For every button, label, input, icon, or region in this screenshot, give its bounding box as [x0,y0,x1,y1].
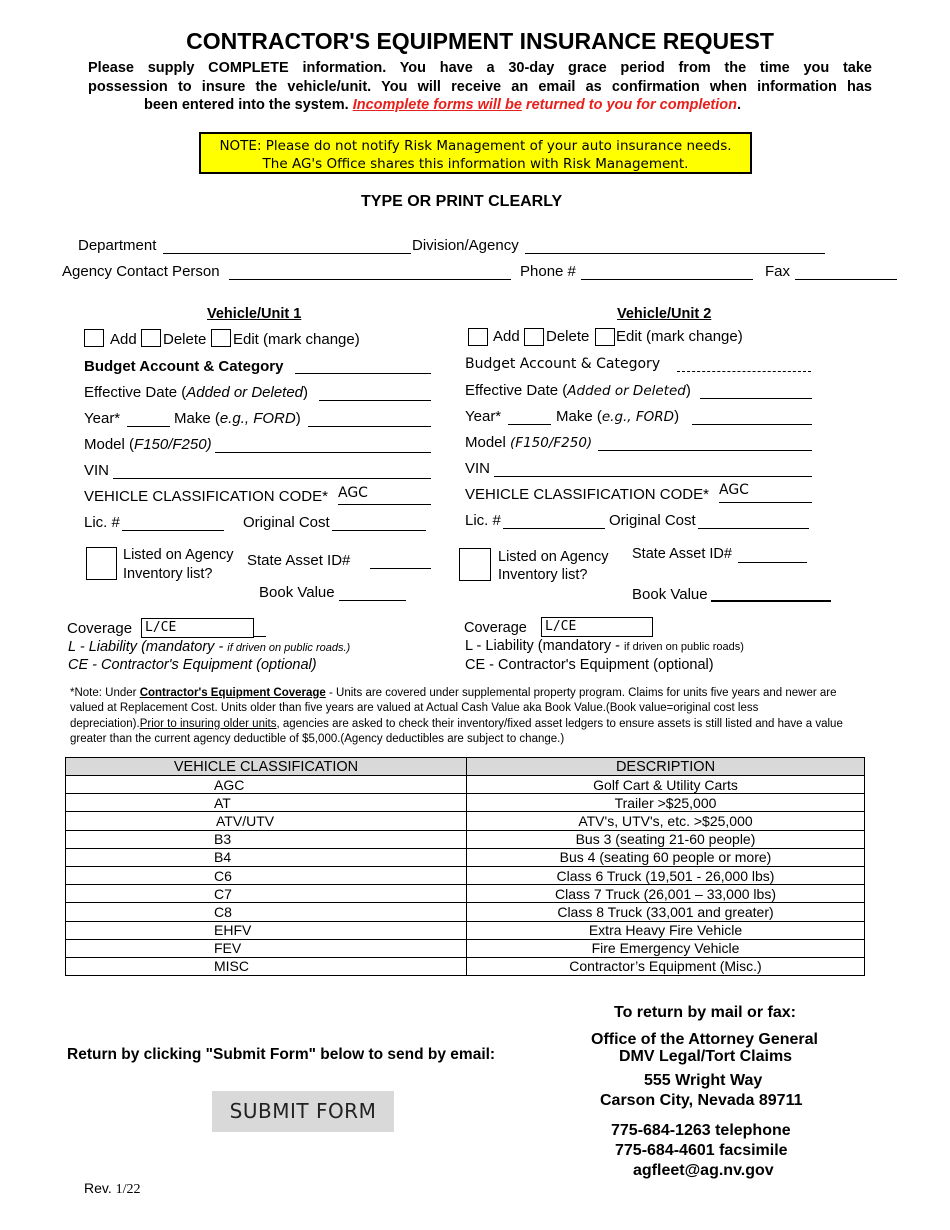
unit2-add-checkbox[interactable] [468,328,488,346]
table-cell-desc: Class 6 Truck (19,501 - 26,000 lbs) [467,866,865,884]
unit1-delete-label: Delete [163,331,207,348]
table-cell-code: MISC [66,957,467,975]
unit2-listed-label-2: Inventory list? [498,567,588,583]
unit2-class-code-value[interactable]: AGC [719,482,749,498]
unit1-edit-checkbox[interactable] [211,329,231,347]
table-cell-code: FEV [66,939,467,957]
page-title: CONTRACTOR'S EQUIPMENT INSURANCE REQUEST [186,28,774,54]
unit1-effective-input[interactable] [319,400,431,401]
unit2-budget-label: Budget Account & Category [465,356,661,372]
unit2-coverage-label: Coverage [464,620,527,636]
unit1-vin-input[interactable] [113,478,431,479]
unit1-add-label: Add [110,331,137,348]
incomplete-warning: Incomplete forms will be [352,97,522,113]
unit1-listed-label-1: Listed on Agency [123,547,234,563]
return-mail-heading: To return by mail or fax: [614,1004,796,1021]
incomplete-warning-rest: returned to you for completion [521,97,737,113]
table-cell-desc: Class 8 Truck (33,001 and greater) [467,903,865,921]
unit1-listed-checkbox[interactable] [86,547,117,580]
unit1-effective-label: Effective Date (Added or Deleted) [84,384,309,401]
footnote-coverage-term: Contractor's Equipment Coverage [139,687,326,699]
unit1-edit-label: Edit (mark change) [233,331,360,348]
unit2-listed-label-1: Listed on Agency [498,549,609,565]
unit1-budget-input[interactable] [295,373,431,374]
unit1-model-input[interactable] [215,452,431,453]
unit2-coverage-input[interactable]: L/CE [541,617,653,637]
unit1-budget-label: Budget Account & Category [84,358,284,375]
table-cell-code: AT [66,794,467,812]
table-row [66,848,865,866]
fax-label: Fax [765,263,791,280]
unit2-lic-label: Lic. # [465,512,501,529]
unit1-lic-label: Lic. # [84,514,120,531]
unit1-asset-id-label: State Asset ID# [247,552,351,569]
table-cell-desc: Contractor’s Equipment (Misc.) [467,957,865,975]
table-row [66,866,865,884]
unit2-book-value-label: Book Value [632,586,708,603]
unit1-delete-checkbox[interactable] [141,329,161,347]
unit1-class-code-label: VEHICLE CLASSIFICATION CODE* [84,488,328,505]
table-cell-desc: Class 7 Truck (26,001 – 33,000 lbs) [467,885,865,903]
table-row [66,812,865,830]
table-row [66,903,865,921]
unit1-orig-cost-label: Original Cost [243,514,330,531]
unit1-ce-text: CE - Contractor's Equipment (optional) [68,657,317,673]
type-or-print-heading: TYPE OR PRINT CLEARLY [361,193,563,210]
table-cell-code: EHFV [66,921,467,939]
division-input[interactable] [525,253,825,254]
table-cell-code: AGC [66,776,467,794]
table-row [66,939,865,957]
unit1-add-checkbox[interactable] [84,329,104,347]
fax-input[interactable] [795,279,897,280]
table-header-description: DESCRIPTION [467,758,865,776]
phone-label: Phone # [520,263,576,280]
unit2-asset-id-label: State Asset ID# [632,546,732,562]
unit1-class-code-input[interactable] [338,504,431,505]
unit1-orig-cost-input[interactable] [332,530,426,531]
office-city: Carson City, Nevada 89711 [600,1092,803,1109]
unit1-class-code-value[interactable]: AGC [338,485,368,501]
table-cell-desc: Golf Cart & Utility Carts [467,776,865,794]
table-cell-desc: Bus 3 (seating 21-60 people) [467,830,865,848]
unit1-year-label: Year* [84,410,121,427]
unit1-asset-id-input[interactable] [370,568,431,569]
revision-label: Rev. 1/22 [84,1180,141,1197]
phone-input[interactable] [581,279,753,280]
unit2-ce-text: CE - Contractor's Equipment (optional) [465,657,714,673]
unit2-year-input[interactable] [508,424,551,425]
unit1-coverage-label: Coverage [67,620,133,637]
unit2-listed-checkbox[interactable] [459,548,491,581]
footnote-older-units: Prior to insuring older units [139,717,277,730]
table-cell-desc: Fire Emergency Vehicle [467,939,865,957]
unit2-vin-label: VIN [465,460,491,477]
intro-line-3-prefix: been entered into the system. [144,97,353,113]
unit1-make-input[interactable] [308,426,431,427]
unit2-make-label: Make (e.g., FORD) [556,408,680,425]
contact-label: Agency Contact Person [62,263,220,280]
unit2-edit-label: Edit (mark change) [616,328,743,345]
unit2-class-code-input[interactable] [719,502,812,503]
unit1-lic-input[interactable] [122,530,224,531]
unit2-delete-checkbox[interactable] [524,328,544,346]
office-name: Office of the Attorney General [591,1031,818,1048]
unit2-year-label: Year* [465,408,502,425]
unit2-edit-checkbox[interactable] [595,328,615,346]
office-fax: 775-684-4601 facsimile [615,1142,788,1159]
unit2-book-value-input[interactable] [711,600,831,602]
office-dept: DMV Legal/Tort Claims [619,1048,793,1065]
unit1-model-label: Model (F150/F250) [84,436,212,453]
unit1-vin-label: VIN [84,462,110,479]
table-header-classification: VEHICLE CLASSIFICATION [66,758,467,776]
unit2-lic-input[interactable] [503,528,605,529]
table-row [66,830,865,848]
table-cell-code: C7 [66,885,467,903]
table-cell-code: B3 [66,830,467,848]
unit2-add-label: Add [493,328,520,345]
unit2-effective-input[interactable] [700,398,812,399]
office-email[interactable]: agfleet@ag.nv.gov [633,1162,774,1179]
note-line-1: NOTE: Please do not notify Risk Management of your auto insurance needs. [219,138,732,154]
unit2-class-code-label: VEHICLE CLASSIFICATION CODE* [465,486,709,503]
table-cell-desc: ATV's, UTV's, etc. >$25,000 [467,812,865,830]
table-cell-code: ATV/UTV [66,812,467,830]
unit2-title: Vehicle/Unit 2 [617,306,712,322]
unit1-make-label: Make (e.g., FORD) [174,410,301,427]
unit1-listed-label-2: Inventory list? [123,566,213,582]
unit2-vin-input[interactable] [494,476,812,477]
unit1-book-value-label: Book Value [259,584,335,601]
unit1-title: Vehicle/Unit 1 [207,306,302,322]
table-row [66,794,865,812]
contact-input[interactable] [229,279,511,280]
table-cell-desc: Extra Heavy Fire Vehicle [467,921,865,939]
unit1-coverage-underline [254,636,266,637]
table-row [66,776,865,794]
unit2-asset-id-input[interactable] [738,562,807,563]
unit1-year-input[interactable] [127,426,170,427]
office-street: 555 Wright Way [644,1072,763,1089]
unit2-liability-text: L - Liability (mandatory - if driven on public roads) [465,638,744,654]
table-cell-code: C8 [66,903,467,921]
return-email-text: Return by clicking "Submit Form" below to send by email: [67,1046,496,1063]
note-line-2: The AG's Office shares this information with Risk Management. [262,156,689,172]
table-row [66,957,865,975]
submit-form-button[interactable]: SUBMIT FORM [212,1091,394,1132]
table-row [66,885,865,903]
department-input[interactable] [163,253,411,254]
table-cell-desc: Bus 4 (seating 60 people or more) [467,848,865,866]
unit2-model-label: Model (F150/F250) [465,434,593,451]
table-cell-code: B4 [66,848,467,866]
unit2-budget-input[interactable] [677,371,811,372]
intro-line-3-end: . [737,97,742,113]
intro-line-1: Please supply COMPLETE information. You have a 30-day grace period from the time you take [88,60,872,76]
vehicle-classification-table [65,757,865,976]
unit1-coverage-input[interactable]: L/CE [141,618,254,638]
unit2-make-input[interactable] [692,424,812,425]
table-cell-code: C6 [66,866,467,884]
coverage-footnote: *Note: Under Contractor's Equipment Coverage - Units are covered under supplemental property program. Claims for units five years and newer are valued at Replacement Cost. Units older than five years are valued at Actual Cash Value aka Book Value.(Book value=original cost less depreciation).Prior to insuring older units, agencies are asked to check their inventory/fixed asset ledgers to ensure assets is still listed and have a value greater than the current agency deductible of $5,000.(Agency deductibles are subject to change.) [70,687,843,745]
note-box [199,132,752,174]
unit2-effective-label: Effective Date (Added or Deleted) [465,382,691,399]
unit1-liability-text: L - Liability (mandatory - if driven on public roads.) [68,639,351,655]
table-cell-desc: Trailer >$25,000 [467,794,865,812]
unit2-orig-cost-input[interactable] [698,528,809,529]
intro-line-2: possession to insure the vehicle/unit. You will receive an email as confirmation when information has [88,78,872,95]
office-phone: 775-684-1263 telephone [611,1122,791,1139]
division-label: Division/Agency [412,237,519,254]
unit1-book-value-input[interactable] [339,600,406,601]
intro-line-3 [88,96,872,115]
table-row [66,921,865,939]
unit2-model-input[interactable] [598,450,812,451]
unit2-orig-cost-label: Original Cost [609,512,696,529]
intro-paragraph [88,59,872,115]
department-label: Department [78,237,157,254]
table-header-row [66,758,865,776]
unit2-delete-label: Delete [546,328,590,345]
